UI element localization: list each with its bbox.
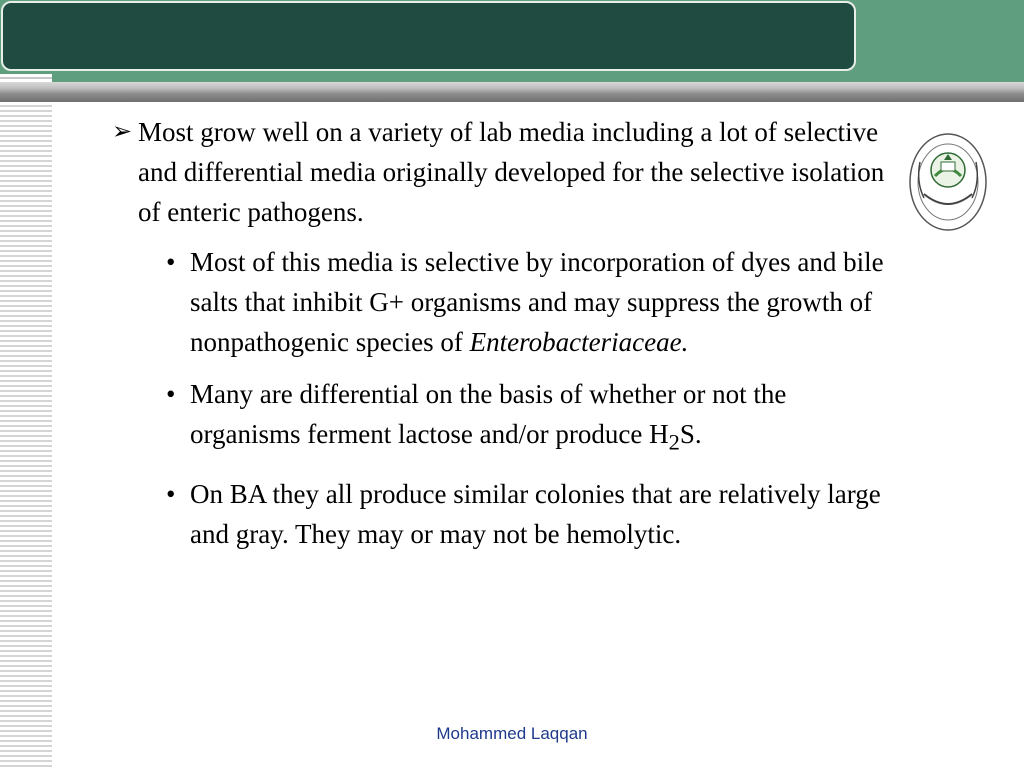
sub-point-1-text: Most of this media is selective by incorporation of dyes and bile salts that inhibit G+ organisms and may suppress the growth of nonpathogenic species of: [190, 247, 884, 357]
stripe-rule: [0, 82, 1024, 102]
university-seal-logo: [908, 132, 988, 232]
left-stripes: [0, 102, 52, 768]
bullet-dot-icon: •: [166, 379, 176, 409]
main-point: [110, 112, 910, 232]
main-point-text: Most grow well on a variety of lab media including a lot of selective and differential media originally developed for the selective isolation of enteric pathogens.: [138, 117, 885, 227]
arrow-bullet-icon: ➢: [112, 119, 133, 145]
footer-author: Mohammed Laqqan: [436, 724, 588, 743]
sub-point-2: [110, 374, 900, 462]
sub-point-2-text: Many are differential on the basis of whether or not the organisms ferment lactose and/or produce H: [190, 379, 787, 449]
slide-content: [110, 112, 910, 566]
sub-point-2-subscript: 2: [668, 429, 680, 455]
bullet-dot-icon: •: [166, 247, 176, 277]
sub-point-1-italic: Enterobacteriaceae.: [469, 327, 689, 357]
sub-point-2-suffix: S.: [679, 419, 702, 449]
bullet-dot-icon: •: [166, 479, 176, 510]
sub-point-3: [110, 474, 900, 554]
title-bar: [1, 1, 856, 71]
sub-point-1: [110, 242, 900, 362]
sub-point-3-text: On BA they all produce similar colonies that are relatively large and gray. They may or may not be hemolytic.: [190, 479, 881, 550]
left-stripes-top: [0, 74, 52, 82]
sub-point-list: [110, 242, 910, 554]
